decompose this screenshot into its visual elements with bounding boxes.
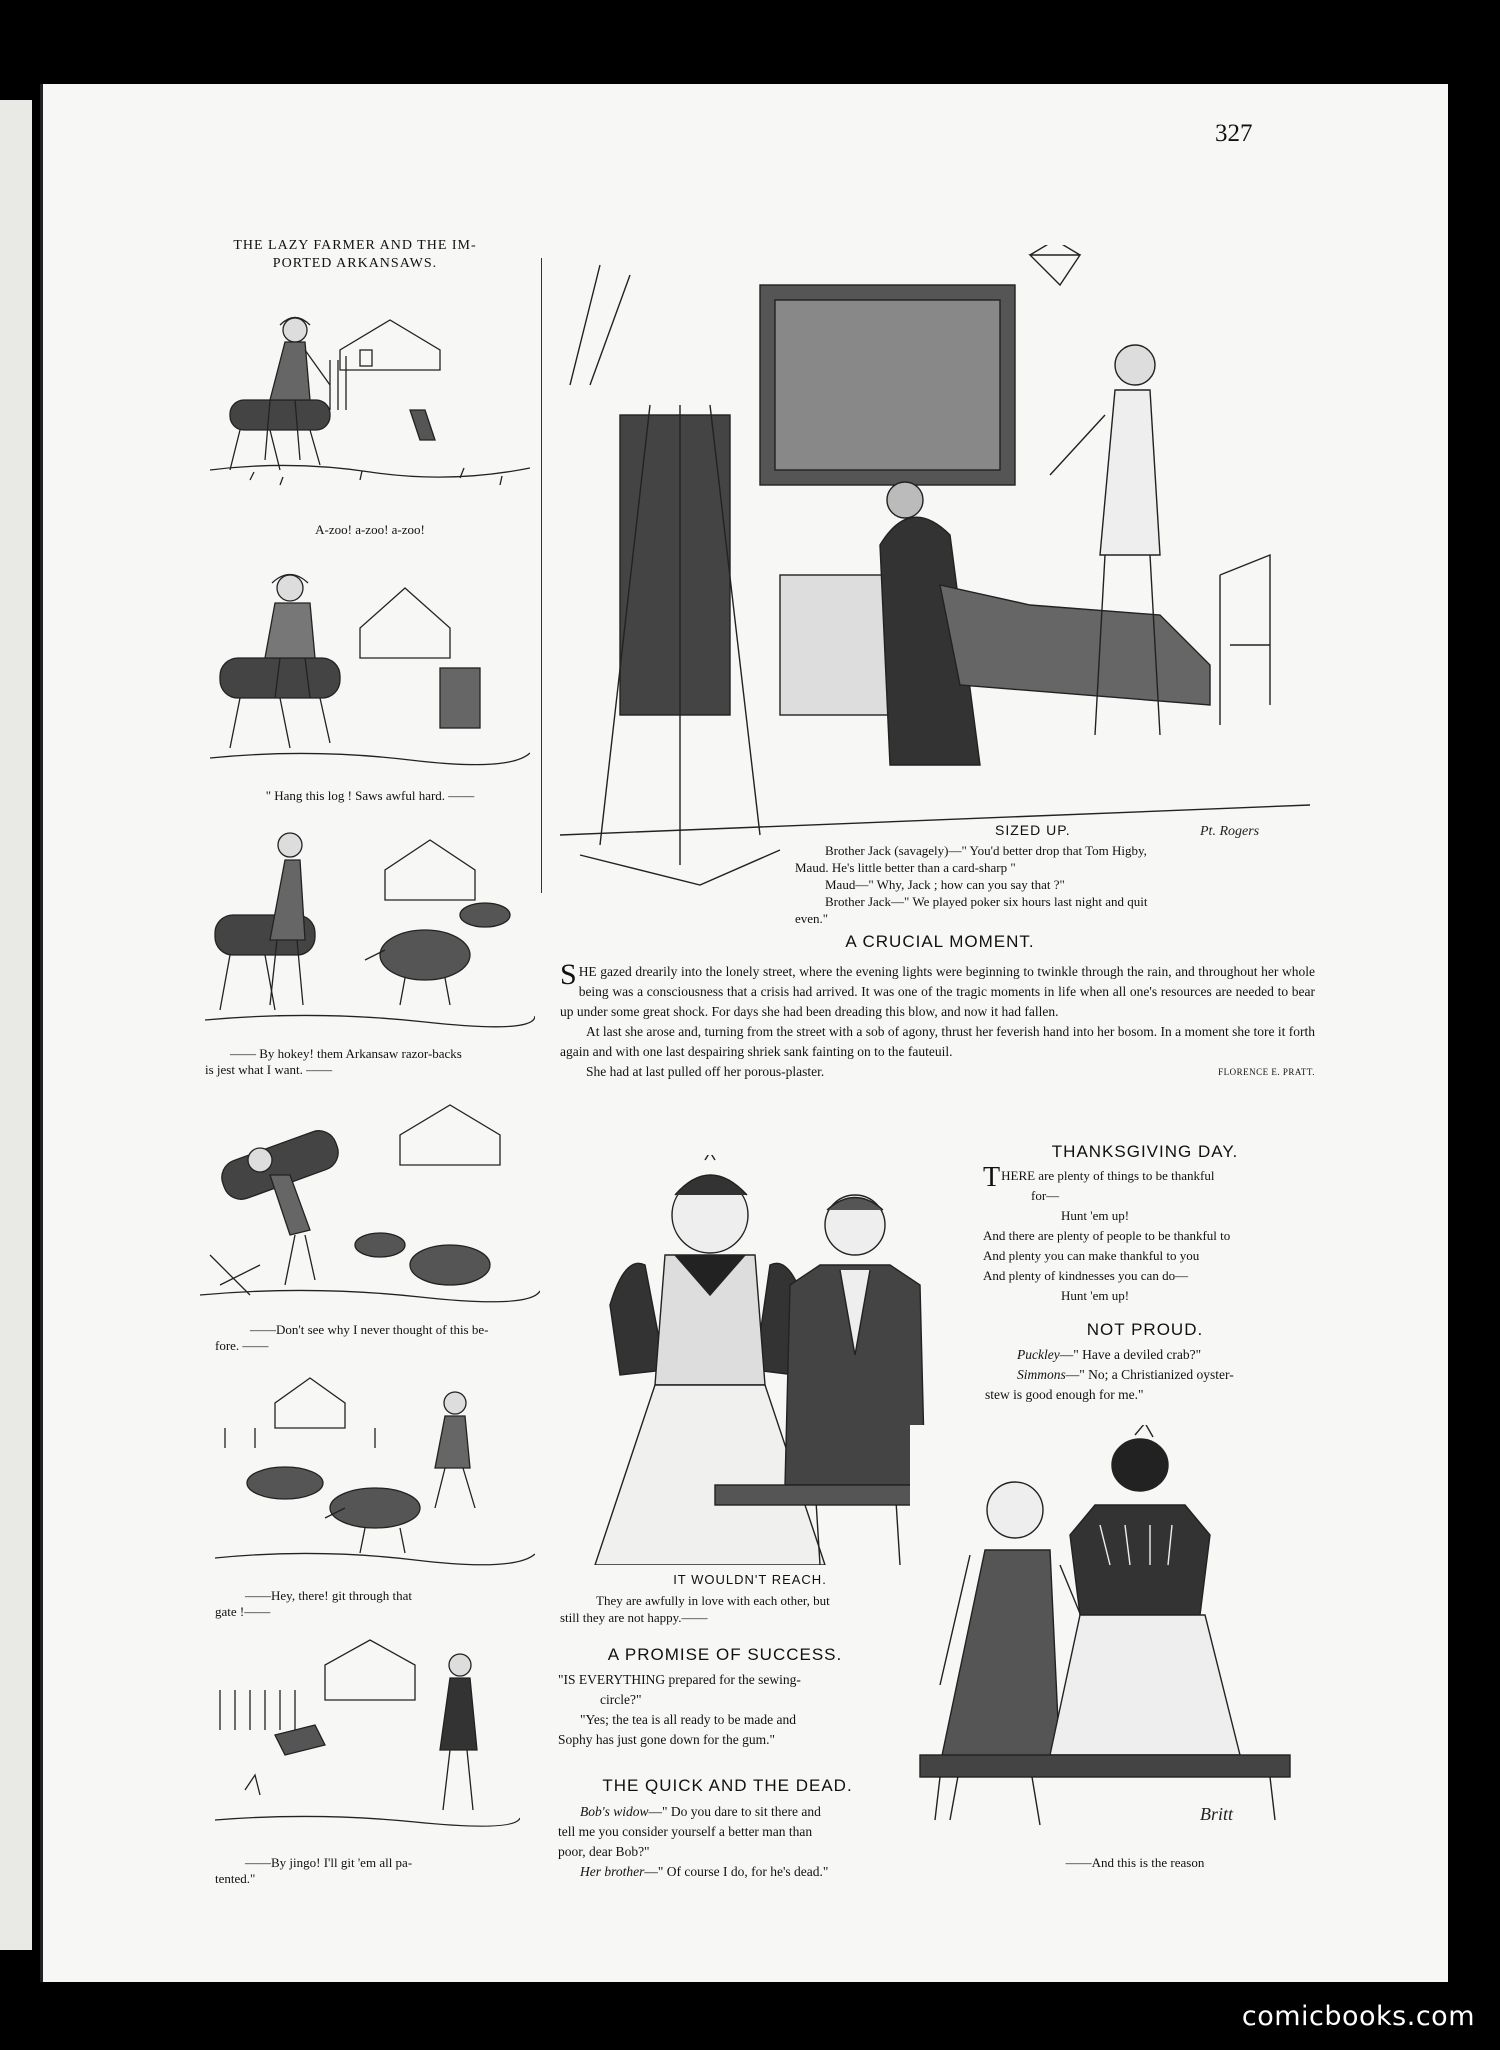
farmer-caption-5-line1: ——Hey, there! git through that bbox=[245, 1588, 413, 1603]
lazy-farmer-title-line2: PORTED ARKANSAWS. bbox=[272, 256, 438, 271]
farmer-panel-4-illustration bbox=[200, 1095, 540, 1310]
crucial-moment-para-3: She had at last pulled off her porous-plaster. bbox=[586, 1064, 825, 1079]
farmer-caption-2: " Hang this log ! Saws awful hard. —— bbox=[265, 788, 475, 803]
couple-bench-illustration bbox=[910, 1425, 1310, 1845]
promise-line-4: Sophy has just gone down for the gum." bbox=[558, 1732, 775, 1747]
wouldnt-reach-title: IT WOULDN'T REACH. bbox=[673, 1572, 827, 1587]
farmer-caption-6-line2: tented." bbox=[215, 1871, 256, 1886]
crucial-moment-body bbox=[560, 958, 1315, 1082]
not-proud-line-3: stew is good enough for me." bbox=[985, 1387, 1144, 1402]
not-proud-text bbox=[985, 1345, 1315, 1405]
column-divider bbox=[541, 258, 542, 893]
britt-signature: Britt bbox=[1200, 1804, 1234, 1824]
farmer-caption-3 bbox=[205, 1046, 560, 1078]
farmer-caption-3-line2: is jest what I want. —— bbox=[205, 1062, 333, 1077]
quick-dead-speaker-1: Bob's widow bbox=[580, 1804, 649, 1819]
promise-line-2: circle?" bbox=[600, 1692, 642, 1707]
sized-up-line-5: even." bbox=[795, 911, 829, 926]
farmer-panel-1-illustration bbox=[210, 290, 530, 510]
quick-dead-title: THE QUICK AND THE DEAD. bbox=[602, 1776, 853, 1795]
not-proud-speaker-1: Puckley bbox=[1017, 1347, 1060, 1362]
page-number: 327 bbox=[1215, 120, 1253, 147]
thanksgiving-line-6: And plenty of kindnesses you can do— bbox=[983, 1268, 1189, 1283]
farmer-caption-3-line1: —— By hokey! them Arkansaw razor-backs bbox=[230, 1046, 462, 1061]
farmer-caption-4-line2: fore. —— bbox=[215, 1338, 269, 1353]
quick-dead-line-3: poor, dear Bob?" bbox=[558, 1844, 650, 1859]
farmer-panel-2-illustration bbox=[210, 548, 530, 778]
wouldnt-reach-line-2: still they are not happy.—— bbox=[560, 1610, 708, 1625]
lazy-farmer-title bbox=[195, 237, 515, 273]
promise-title: A PROMISE OF SUCCESS. bbox=[607, 1645, 843, 1664]
sized-up-text bbox=[795, 842, 1310, 927]
farmer-panel-6-illustration bbox=[215, 1630, 520, 1845]
sized-up-line-3: Maud—" Why, Jack ; how can you say that ?" bbox=[825, 877, 1065, 892]
lazy-farmer-title-line1: THE LAZY FARMER AND THE IM- bbox=[233, 238, 477, 253]
thanksgiving-line-7: Hunt 'em up! bbox=[1061, 1288, 1130, 1303]
promise-line-1: "IS EVERYTHING prepared for the sewing- bbox=[558, 1672, 801, 1687]
quick-dead-line-1: —" Do you dare to sit there and bbox=[648, 1804, 821, 1819]
farmer-caption-4-line1: ——Don't see why I never thought of this be- bbox=[250, 1322, 489, 1337]
promise-text bbox=[558, 1670, 898, 1750]
farmer-caption-1: A-zoo! a-zoo! a-zoo! bbox=[315, 522, 425, 537]
reason-caption: ——And this is the reason bbox=[1065, 1855, 1205, 1870]
not-proud-line-2: —" No; a Christianized oyster- bbox=[1065, 1367, 1234, 1382]
farmer-caption-6 bbox=[215, 1855, 530, 1887]
thanksgiving-line-3: Hunt 'em up! bbox=[1061, 1208, 1130, 1223]
thanksgiving-title: THANKSGIVING DAY. bbox=[1051, 1142, 1239, 1161]
crucial-moment-title: A CRUCIAL MOMENT. bbox=[845, 932, 1035, 951]
not-proud-title: NOT PROUD. bbox=[1086, 1320, 1204, 1339]
farmer-caption-4 bbox=[215, 1322, 580, 1354]
promise-line-3: "Yes; the tea is all ready to be made and bbox=[580, 1712, 796, 1727]
sized-up-line-2: Maud. He's little better than a card-sharp " bbox=[795, 860, 1016, 875]
sized-up-illustration bbox=[560, 245, 1325, 910]
farmer-panel-3-illustration bbox=[205, 820, 535, 1035]
sized-up-line-1: Brother Jack (savagely)—" You'd better drop that Tom Higby, bbox=[825, 843, 1147, 858]
farmer-panel-5-illustration bbox=[215, 1358, 535, 1578]
farmer-caption-5-line2: gate !—— bbox=[215, 1604, 271, 1619]
quick-dead-line-4: —" Of course I do, for he's dead." bbox=[644, 1864, 829, 1879]
watermark: comicbooks.com bbox=[1241, 2001, 1475, 2032]
farmer-caption-5 bbox=[215, 1588, 530, 1620]
sized-up-line-4: Brother Jack—" We played poker six hours last night and quit bbox=[825, 894, 1148, 909]
thanksgiving-verse bbox=[983, 1162, 1313, 1306]
thanksgiving-dropcap: T bbox=[983, 1162, 1001, 1193]
quick-dead-speaker-2: Her brother bbox=[580, 1864, 645, 1879]
crucial-moment-author: FLORENCE E. PRATT. bbox=[1218, 1067, 1315, 1077]
previous-page-edge bbox=[0, 100, 32, 1950]
wouldnt-reach-caption bbox=[560, 1592, 920, 1626]
thanksgiving-line-4: And there are plenty of people to be thankful to bbox=[983, 1228, 1231, 1243]
wouldnt-reach-line-1: They are awfully in love with each other, but bbox=[596, 1593, 830, 1608]
not-proud-line-1: —" Have a deviled crab?" bbox=[1059, 1347, 1202, 1362]
crucial-moment-para-2: At last she arose and, turning from the street with a sob of agony, thrust her feverish hand into her bosom. In a moment she tore it forth again and with one last despairing shriek sank fainting on to the fauteuil. bbox=[560, 1024, 1315, 1059]
thanksgiving-line-1: HERE are plenty of things to be thankful bbox=[1001, 1168, 1215, 1183]
sized-up-title: SIZED UP. bbox=[995, 822, 1071, 838]
thanksgiving-line-2: for— bbox=[1031, 1188, 1060, 1203]
sized-up-signature: Pt. Rogers bbox=[1200, 824, 1260, 839]
crucial-moment-dropcap: S bbox=[560, 958, 577, 991]
crucial-moment-para-1: HE gazed drearily into the lonely street, where the evening lights were beginning to twinkle through the rain, and throughout her whole being was a consciousness that a crisis had arrived. It was one of the tragic moments in life when all one's resources are needed to bear up under some great shock. For days she had been dreading this blow, and now it had fallen. bbox=[560, 964, 1315, 1019]
quick-dead-text bbox=[558, 1802, 903, 1882]
farmer-caption-6-line1: ——By jingo! I'll git 'em all pa- bbox=[245, 1855, 413, 1870]
quick-dead-line-2: tell me you consider yourself a better man than bbox=[558, 1824, 813, 1839]
thanksgiving-line-5: And plenty you can make thankful to you bbox=[983, 1248, 1200, 1263]
not-proud-speaker-2: Simmons bbox=[1017, 1367, 1066, 1382]
